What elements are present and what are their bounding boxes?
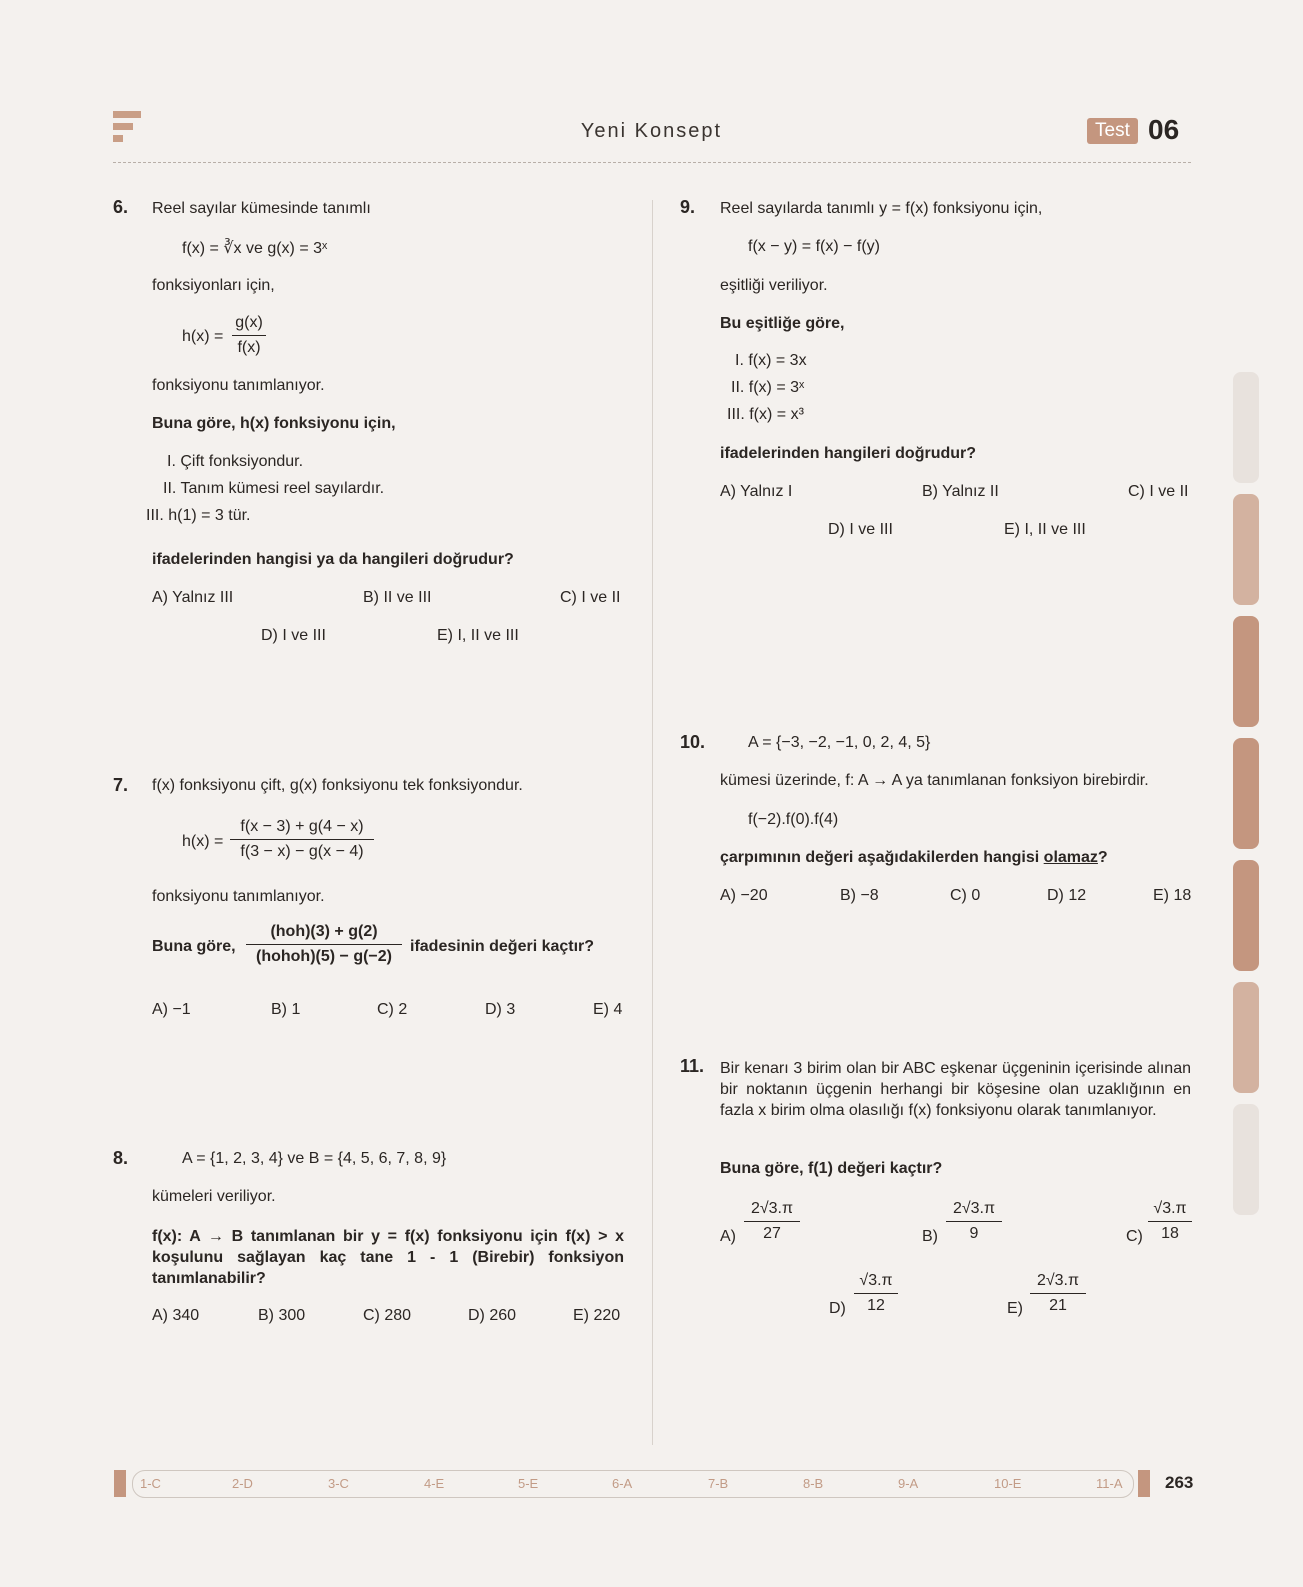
question-11-option-d[interactable]: [854, 1272, 898, 1315]
question-10-option-c[interactable]: C) 0: [950, 887, 981, 904]
question-10-emphasis: olamaz: [1043, 849, 1098, 866]
question-6-option-c[interactable]: C) I ve II: [560, 589, 621, 606]
answer-key-2: 2-D: [232, 1476, 253, 1491]
answer-key-bar: [132, 1470, 1134, 1498]
footer-right-marker: [1138, 1470, 1150, 1497]
side-tab-2[interactable]: [1233, 494, 1259, 605]
question-9-item-3: III. f(x) = x³: [727, 406, 804, 423]
page-number: 263: [1165, 1473, 1194, 1492]
question-10-product: f(−2).f(0).f(4): [748, 811, 839, 828]
question-9-item-1: I. f(x) = 3x: [735, 352, 807, 369]
question-9-option-b[interactable]: B) Yalnız II: [922, 483, 999, 500]
question-8-option-c[interactable]: C) 280: [363, 1307, 412, 1324]
side-tab-3[interactable]: [1233, 616, 1259, 727]
test-number: 06: [1148, 114, 1180, 145]
answer-key-8: 8-B: [803, 1476, 824, 1491]
question-11-option-a-label[interactable]: A): [720, 1228, 736, 1245]
question-6-option-a[interactable]: A) Yalnız III: [152, 589, 234, 606]
question-10-set: A = {−3, −2, −1, 0, 2, 4, 5}: [748, 734, 931, 751]
question-10-question-end: ?: [1097, 849, 1108, 866]
question-7-expression: [246, 923, 402, 966]
question-7-prompt-post: ifadesinin değeri kaçtır?: [410, 938, 595, 955]
question-11-question: Buna göre, f(1) değeri kaçtır?: [720, 1160, 943, 1177]
question-10-option-d[interactable]: D) 12: [1047, 887, 1087, 904]
answer-key-3: 3-C: [328, 1476, 349, 1491]
question-7-defined: fonksiyonu tanımlanıyor.: [152, 888, 325, 905]
answer-key-11: 11-A: [1096, 1476, 1123, 1491]
answer-key-7: 7-B: [708, 1476, 729, 1491]
question-11-statement: Bir kenarı 3 birim olan bir ABC eşkenar üçgeninin içerisinde alınan bir noktanın üçgenin herhangi bir köşesine olan uzaklığının en fazla x birim olma olasılığı f(x) fonksiyonu olarak tanımlanıyor.: [720, 1060, 1191, 1119]
question-9-prompt: Bu eşitliğe göre,: [720, 315, 845, 332]
side-tab-6[interactable]: [1233, 982, 1259, 1093]
question-9-item-2: II. f(x) = 3ˣ: [731, 379, 805, 396]
question-10-option-a[interactable]: A) −20: [720, 887, 768, 904]
question-11-option-e-label[interactable]: E): [1007, 1300, 1023, 1317]
fraction-numerator: g(x): [232, 314, 266, 336]
question-6-definitions: f(x) = ∛x ve g(x) = 3ˣ: [182, 240, 328, 257]
question-7-number: 7.: [113, 775, 129, 795]
question-10-question-text: çarpımının değeri aşağıdakilerden hangisi: [720, 849, 1040, 866]
question-6-item-1: I. Çift fonksiyondur.: [167, 453, 304, 470]
question-6-item-2: II. Tanım kümesi reel sayılardır.: [163, 480, 385, 497]
fraction-denominator: 27: [763, 1225, 781, 1242]
side-tab-7[interactable]: [1233, 1104, 1259, 1215]
question-9-question: ifadelerinden hangileri doğrudur?: [720, 445, 977, 462]
fraction-denominator: f(x): [237, 339, 261, 356]
question-9-intro: Reel sayılarda tanımlı y = f(x) fonksiyonu için,: [720, 200, 1043, 217]
question-7-option-e[interactable]: E) 4: [593, 1001, 623, 1018]
question-9-option-a[interactable]: A) Yalnız I: [720, 483, 793, 500]
fraction-denominator: 12: [867, 1297, 885, 1314]
answer-key-5: 5-E: [518, 1476, 539, 1491]
question-8-number: 8.: [113, 1148, 129, 1168]
question-8-option-b[interactable]: B) 300: [258, 1307, 306, 1324]
fraction-denominator: 21: [1049, 1297, 1067, 1314]
fraction-numerator: √3.π: [854, 1272, 898, 1294]
fraction-numerator: √3.π: [1148, 1200, 1192, 1222]
question-7-option-a[interactable]: A) −1: [152, 1001, 191, 1018]
test-label: Test: [1087, 118, 1138, 144]
question-6-intro: Reel sayılar kümesinde tanımlı: [152, 200, 371, 217]
question-8-given: kümeleri veriliyor.: [152, 1188, 276, 1205]
question-6-item-3: III. h(1) = 3 tür.: [146, 507, 251, 524]
fraction-numerator: 2√3.π: [946, 1200, 1002, 1222]
footer-left-marker: [114, 1470, 126, 1497]
fraction-numerator: (hoh)(3) + g(2): [246, 923, 402, 945]
side-tab-1[interactable]: [1233, 372, 1259, 483]
question-10-statement: kümesi üzerinde, f: A → A ya tanımlanan fonksiyon birebirdir.: [720, 772, 1149, 789]
question-7-option-b[interactable]: B) 1: [271, 1001, 301, 1018]
question-6-option-b[interactable]: B) II ve III: [363, 589, 432, 606]
question-9-option-e[interactable]: E) I, II ve III: [1004, 521, 1086, 538]
question-7-prompt-pre: Buna göre,: [152, 938, 236, 955]
question-6-option-e[interactable]: E) I, II ve III: [437, 627, 519, 644]
question-7-h-lhs: h(x) =: [182, 833, 224, 850]
fraction-denominator: 18: [1161, 1225, 1179, 1242]
question-11-option-c[interactable]: [1148, 1200, 1192, 1243]
fraction-denominator: 9: [969, 1225, 979, 1242]
question-6-h-fraction: [232, 314, 266, 357]
question-7-intro: f(x) fonksiyonu çift, g(x) fonksiyonu tek fonksiyondur.: [152, 777, 523, 794]
question-9-given: eşitliği veriliyor.: [720, 277, 828, 294]
question-11-option-e[interactable]: [1030, 1272, 1086, 1315]
question-6-defined: fonksiyonu tanımlanıyor.: [152, 377, 325, 394]
question-6-h-lhs: h(x) =: [182, 328, 224, 345]
question-9-number: 9.: [680, 197, 696, 217]
answer-key-1: 1-C: [140, 1476, 161, 1491]
fraction-numerator: f(x − 3) + g(4 − x): [230, 818, 374, 840]
fraction-numerator: 2√3.π: [744, 1200, 800, 1222]
fraction-numerator: 2√3.π: [1030, 1272, 1086, 1294]
question-9-equation: f(x − y) = f(x) − f(y): [748, 238, 881, 255]
question-8-sets: A = {1, 2, 3, 4} ve B = {4, 5, 6, 7, 8, 9}: [182, 1150, 447, 1167]
question-10-question: [720, 849, 1108, 867]
question-7-option-d[interactable]: D) 3: [485, 1001, 516, 1018]
answer-key-9: 9-A: [898, 1476, 919, 1491]
question-11-option-b-label[interactable]: B): [922, 1228, 938, 1245]
fraction-denominator: f(3 − x) − g(x − 4): [240, 843, 364, 860]
question-7-h-fraction: [230, 818, 374, 861]
question-8-option-d[interactable]: D) 260: [468, 1307, 517, 1324]
question-11-option-b[interactable]: [946, 1200, 1002, 1243]
question-11-option-c-label[interactable]: C): [1126, 1228, 1143, 1245]
answer-key-6: 6-A: [612, 1476, 633, 1491]
header-divider: [113, 162, 1191, 163]
question-11-number: 11.: [680, 1056, 705, 1076]
page-title: Yeni Konsept: [580, 120, 723, 142]
question-6-number: 6.: [113, 197, 129, 217]
question-10-number: 10.: [680, 732, 706, 752]
question-6-option-d[interactable]: D) I ve III: [261, 627, 326, 644]
question-11-option-a[interactable]: [744, 1200, 800, 1243]
question-9-option-c[interactable]: C) I ve II: [1128, 483, 1189, 500]
question-6-prompt: Buna göre, h(x) fonksiyonu için,: [152, 415, 396, 432]
fraction-denominator: (hohoh)(5) − g(−2): [256, 948, 392, 965]
question-8-question: f(x): A → B tanımlanan bir y = f(x) fonksiyonu için f(x) > x koşulunu sağlayan kaç tane 1 - 1 (Birebir) fonksiyon tanımlanabilir?: [152, 1228, 624, 1287]
question-8-option-e[interactable]: E) 220: [573, 1307, 621, 1324]
side-tab-4[interactable]: [1233, 738, 1259, 849]
question-8-option-a[interactable]: A) 340: [152, 1307, 200, 1324]
question-10-option-e[interactable]: E) 18: [1153, 887, 1192, 904]
side-tab-5[interactable]: [1233, 860, 1259, 971]
column-divider: [652, 200, 653, 1445]
answer-key-10: 10-E: [994, 1476, 1022, 1491]
question-11-option-d-label[interactable]: D): [829, 1300, 846, 1317]
question-6-question: ifadelerinden hangisi ya da hangileri doğrudur?: [152, 551, 514, 568]
question-7-option-c[interactable]: C) 2: [377, 1001, 408, 1018]
question-9-option-d[interactable]: D) I ve III: [828, 521, 893, 538]
question-10-option-b[interactable]: B) −8: [840, 887, 879, 904]
answer-key-4: 4-E: [424, 1476, 445, 1491]
question-6-for-functions: fonksiyonları için,: [152, 277, 275, 294]
